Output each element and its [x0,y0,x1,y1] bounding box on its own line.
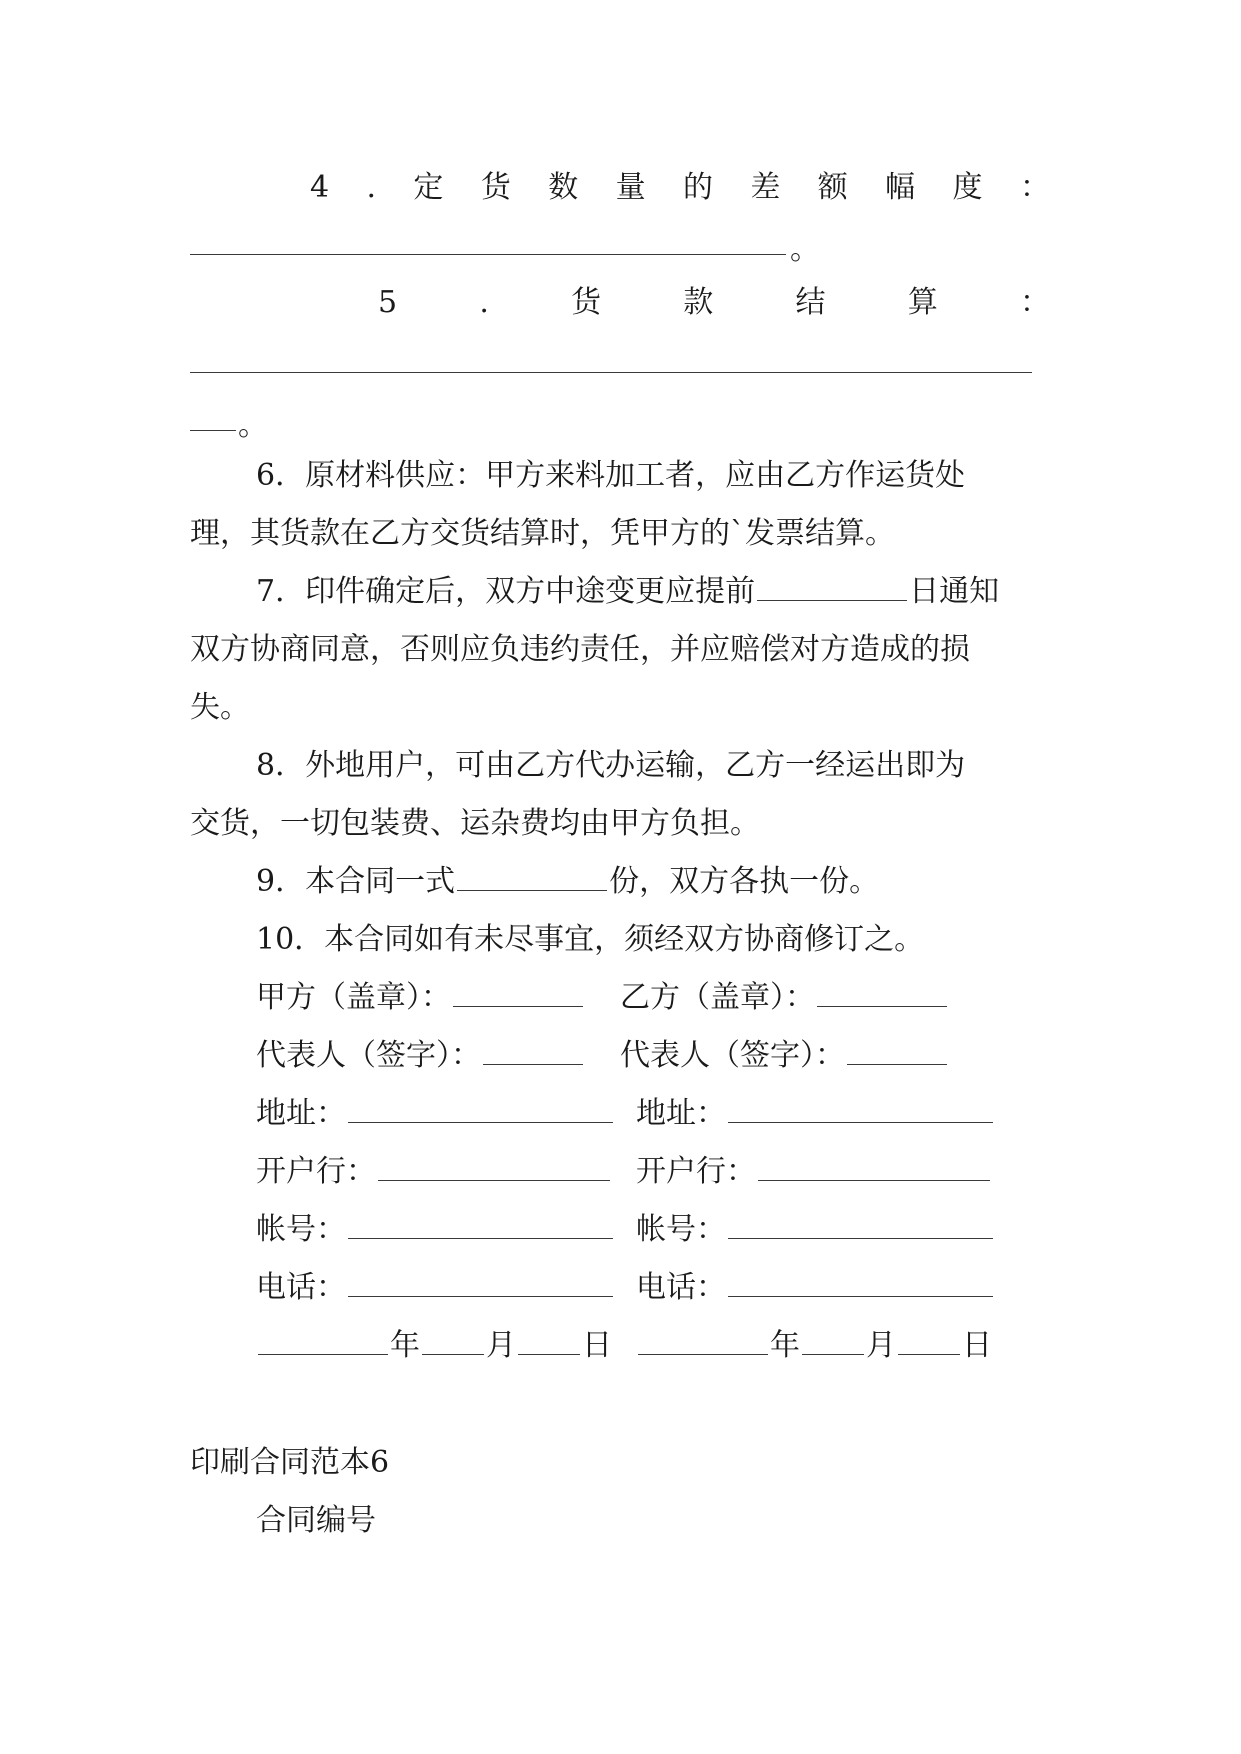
item6-line2: 理，其货款在乙方交货结算时，凭甲方的`发票结算。 [190,516,895,551]
item8-line1: 8．外地用户，可由乙方代办运输，乙方一经运出即为 [256,748,966,783]
account-b-label: 帐号： [636,1212,726,1247]
item9-copies-blank[interactable] [457,862,607,891]
item9-line [256,862,1050,902]
item4-colon: ： [1019,170,1050,205]
address-a-blank[interactable] [348,1094,613,1123]
item7-text-b: 日通知 [909,574,1000,609]
item4-char: 数 [548,170,579,205]
rep-a-label: 代表人（签字）： [256,1038,481,1073]
item7-line3: 失。 [190,690,250,725]
item5-dot: . [479,285,489,320]
phone-a-blank[interactable] [348,1268,613,1297]
item4-blank[interactable] [190,254,786,255]
address-b-label: 地址： [636,1096,726,1131]
item5-char: 款 [683,285,714,320]
date-a-day-label: 日 [582,1328,612,1363]
date-b-month-label: 月 [866,1328,896,1363]
date-b-year-label: 年 [770,1328,800,1363]
date-a-month-label: 月 [486,1328,516,1363]
address-row-b [636,1094,1036,1134]
item7-days-blank[interactable] [757,572,907,601]
item4-char: 货 [480,170,511,205]
account-a-label: 帐号： [256,1212,346,1247]
item5-period: 。 [238,408,268,443]
seal-row-b [620,978,1020,1018]
bank-b-label: 开户行： [636,1154,756,1189]
item5-colon: ： [1019,285,1050,320]
item4-char: 度 [952,170,983,205]
item7-line2: 双方协商同意，否则应负违约责任，并应赔偿对方造成的损 [190,632,970,667]
item5-blank-line2[interactable] [190,430,236,431]
item4-char: 的 [682,170,713,205]
item5-char: 结 [795,285,826,320]
rep-b-label: 代表人（签字）： [620,1038,845,1073]
account-row-b [636,1210,1036,1250]
item4-dot: . [366,170,377,205]
item4-char: 幅 [885,170,916,205]
rep-b-blank[interactable] [847,1036,947,1065]
address-b-blank[interactable] [728,1094,993,1123]
party-b-seal-label: 乙方（盖章）： [620,980,815,1015]
party-a-seal-blank[interactable] [453,978,583,1007]
account-a-blank[interactable] [348,1210,613,1239]
date-b-month-blank[interactable] [802,1326,864,1355]
bank-b-blank[interactable] [758,1152,990,1181]
address-a-label: 地址： [256,1096,346,1131]
item7-text-a: 7．印件确定后，双方中途变更应提前 [256,574,756,609]
item5-heading [378,283,1050,323]
item9-text-a: 9．本合同一式 [256,864,456,899]
bank-row-b [636,1152,1036,1192]
phone-row-b [636,1268,1036,1308]
item4-heading [310,168,1050,208]
item5-number: 5 [378,285,398,320]
date-row-b [636,1326,1036,1366]
item9-text-b: 份，双方各执一份。 [609,864,880,899]
item4-char: 定 [413,170,444,205]
date-a-year-blank[interactable] [258,1326,388,1355]
rep-row-b [620,1036,1020,1076]
item7-line1 [256,572,1050,612]
item5-blank-line1[interactable] [190,372,1032,373]
phone-b-blank[interactable] [728,1268,993,1297]
phone-b-label: 电话： [636,1270,726,1305]
item4-char: 差 [750,170,781,205]
account-b-blank[interactable] [728,1210,993,1239]
date-b-year-blank[interactable] [638,1326,768,1355]
date-b-day-blank[interactable] [898,1326,960,1355]
party-b-seal-blank[interactable] [817,978,947,1007]
date-a-day-blank[interactable] [518,1326,580,1355]
rep-a-blank[interactable] [483,1036,583,1065]
phone-a-label: 电话： [256,1270,346,1305]
date-a-month-blank[interactable] [422,1326,484,1355]
item10-line: 10．本合同如有未尽事宜，须经双方协商修订之。 [256,922,925,957]
date-b-day-label: 日 [962,1328,992,1363]
date-a-year-label: 年 [390,1328,420,1363]
item6-line1: 6．原材料供应：甲方来料加工者，应由乙方作运货处 [256,458,966,493]
item5-char: 算 [907,285,938,320]
item4-period: 。 [790,232,820,267]
bank-a-label: 开户行： [256,1154,376,1189]
item4-number: 4 [310,170,330,205]
item4-char: 量 [615,170,646,205]
contract-number-label: 合同编号 [256,1503,376,1538]
party-a-seal-label: 甲方（盖章）： [256,980,451,1015]
bank-a-blank[interactable] [378,1152,610,1181]
item4-char: 额 [817,170,848,205]
item5-char: 货 [571,285,602,320]
item8-line2: 交货，一切包装费、运杂费均由甲方负担。 [190,806,760,841]
section-title: 印刷合同范本6 [190,1445,390,1480]
